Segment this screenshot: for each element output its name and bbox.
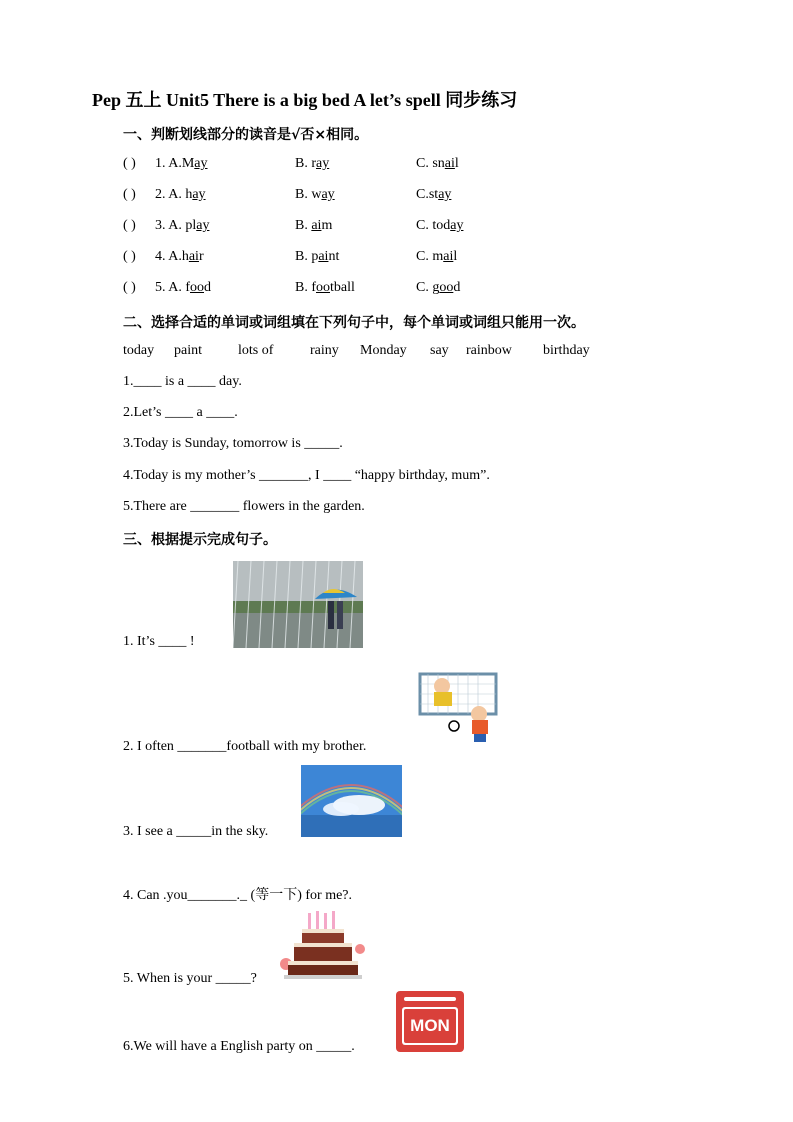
option-c xyxy=(416,218,463,234)
s2-sentence-1: 1.____ is a ____ day. xyxy=(123,374,242,389)
option-a xyxy=(155,280,211,296)
option-a-underlined: oo xyxy=(190,280,204,295)
s3-item-1: 1. It’s ____ ! xyxy=(123,634,195,649)
option-b-underlined: ai xyxy=(311,218,322,233)
option-a-prefix: 2. A. h xyxy=(155,187,193,202)
option-b-prefix: B. f xyxy=(295,280,316,295)
option-a-underlined: ay xyxy=(192,187,206,202)
page-title: Pep 五上 Unit5 There is a big bed A let’s spell 同步练习 xyxy=(92,90,518,110)
option-c-prefix: C. m xyxy=(416,249,444,264)
answer-paren: ( ) xyxy=(123,249,136,264)
s2-sentence-3: 3.Today is Sunday, tomorrow is _____. xyxy=(123,436,343,451)
option-c-suffix: l xyxy=(454,156,459,171)
option-b xyxy=(295,218,332,234)
answer-paren: ( ) xyxy=(123,187,136,202)
option-b-underlined: ay xyxy=(321,187,335,202)
option-b-underlined: ai xyxy=(318,249,329,264)
word-bank-item: birthday xyxy=(543,343,590,358)
birthday-cake-image xyxy=(280,909,365,984)
option-b-prefix: B. p xyxy=(295,249,319,264)
s3-item-5: 5. When is your _____? xyxy=(123,971,257,986)
option-a-prefix: 1. A.M xyxy=(155,156,195,171)
answer-paren: ( ) xyxy=(123,156,136,171)
option-c-underlined: ay xyxy=(438,187,452,202)
option-c-prefix: C. sn xyxy=(416,156,445,171)
s3-item-6: 6.We will have a English party on _____. xyxy=(123,1039,355,1054)
option-b xyxy=(295,187,335,203)
option-c-prefix: C.st xyxy=(416,187,439,202)
answer-paren: ( ) xyxy=(123,218,136,233)
option-c xyxy=(416,280,460,296)
option-c-prefix: C. g xyxy=(416,280,440,295)
section3-heading: 三、根据提示完成句子。 xyxy=(123,532,277,548)
s3-item-2: 2. I often _______football with my brother. xyxy=(123,739,367,754)
option-a-underlined: ay xyxy=(196,218,210,233)
option-c-underlined: ai xyxy=(444,156,455,171)
option-a-underlined: ai xyxy=(188,249,199,264)
option-b-prefix: B. r xyxy=(295,156,316,171)
section1-heading: 一、判断划线部分的读音是√否×相同。 xyxy=(123,127,369,143)
option-c-suffix: l xyxy=(453,249,458,264)
calendar-rings xyxy=(404,997,456,1001)
option-b-prefix: B. w xyxy=(295,187,322,202)
option-a xyxy=(155,249,204,265)
rainbow-image xyxy=(301,765,402,837)
option-a-suffix: d xyxy=(204,280,211,295)
word-bank-item: today xyxy=(123,343,155,358)
option-a-prefix: 5. A. f xyxy=(155,280,190,295)
word-bank-item: lots of xyxy=(238,343,274,358)
option-a-suffix: r xyxy=(198,249,204,264)
s2-sentence-4: 4.Today is my mother’s _______, I ____ “happy birthday, mum”. xyxy=(123,468,490,483)
option-c xyxy=(416,187,451,203)
s2-sentence-2: 2.Let’s ____ a ____. xyxy=(123,405,238,420)
option-c-prefix: C. tod xyxy=(416,218,451,233)
football-image xyxy=(414,664,504,752)
word-bank-item: rainbow xyxy=(466,343,512,358)
option-b-suffix: nt xyxy=(328,249,340,264)
option-a-underlined: ay xyxy=(194,156,208,171)
word-bank-item: paint xyxy=(174,343,202,358)
section2-heading: 二、选择合适的单词或词组填在下列句子中，每个单词或词组只能用一次。 xyxy=(123,315,585,331)
word-bank-item: Monday xyxy=(360,343,407,358)
option-c-suffix: d xyxy=(453,280,461,295)
word-bank-item: say xyxy=(430,343,449,358)
option-b-suffix: tball xyxy=(330,280,355,295)
option-a xyxy=(155,187,206,203)
option-c-underlined: ay xyxy=(450,218,464,233)
calendar-monday-image xyxy=(396,991,464,1052)
option-b-suffix: m xyxy=(321,218,333,233)
option-b-prefix: B. xyxy=(295,218,312,233)
s2-sentence-5: 5.There are _______ flowers in the garden. xyxy=(123,499,365,514)
s3-item-4: 4. Can .you_______._ (等一下) for me?. xyxy=(123,888,353,903)
answer-paren: ( ) xyxy=(123,280,136,295)
option-c xyxy=(416,156,459,172)
calendar-day-label: MON xyxy=(404,1009,456,1043)
word-bank-item: rainy xyxy=(310,343,339,358)
option-b xyxy=(295,280,355,296)
option-c-underlined: ai xyxy=(443,249,454,264)
rainy-day-image xyxy=(233,561,363,648)
option-c-underlined: oo xyxy=(439,280,454,295)
option-b-underlined: oo xyxy=(316,280,330,295)
option-b xyxy=(295,156,329,172)
option-a-prefix: 3. A. pl xyxy=(155,218,197,233)
option-a xyxy=(155,218,209,234)
option-c xyxy=(416,249,457,265)
option-b xyxy=(295,249,339,265)
option-b-underlined: ay xyxy=(316,156,330,171)
option-a xyxy=(155,156,208,172)
s3-item-3: 3. I see a _____in the sky. xyxy=(123,824,269,839)
option-a-prefix: 4. A.h xyxy=(155,249,189,264)
